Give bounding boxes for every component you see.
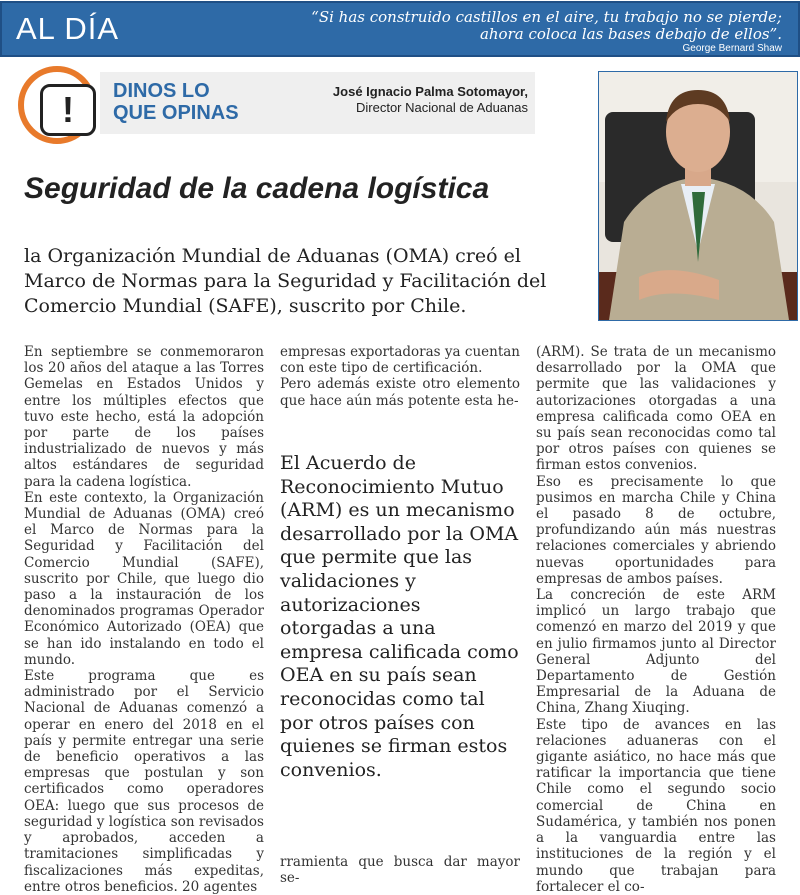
exclamation-icon: !	[62, 89, 74, 130]
brand-line1: DINOS LO	[113, 80, 210, 102]
paragraph: En este contexto, la Organización Mundial de Aduanas (OMA) creó el Marco de Normas para la Seguridad y Facilitación del Comercio Mundial (SAFE), suscrito por Chile, que luego dio paso a la instauración de los denominados programas Operador Económico Autorizado (OEA) que se han ido instalando en todo el mundo.	[24, 489, 264, 668]
paragraph: Pero además existe otro elemento que hace aún más potente esta he-	[280, 376, 520, 409]
column-3	[536, 344, 776, 895]
paragraph: Este programa que es administrado por el Servicio Nacional de Aduanas comenzó a operar en enero del 2018 en el país y permite entregar una serie de beneficio operativos a las empresas que postulan y son certificados como operadores OEA: luego que sus procesos de seguridad y logística son revisados y aprobados, acceden a tramitaciones simplificadas y fiscalizaciones más expeditas, entre otros beneficios. 20 agentes	[24, 668, 264, 895]
paragraph: (ARM). Se trata de un mecanismo desarrollado por la OMA que permite que las validaciones y autorizaciones otorgadas a una empresa calificada como OEA en su país sean reconocidas como tal por otros países con quienes se firman estos convenios.	[536, 344, 776, 474]
pull-quote: El Acuerdo de Reconocimiento Mutuo (ARM) es un mecanismo desarrollado por la OMA que permite que las validaciones y autorizaciones otorgadas a una empresa calificada como OEA en su país sean reconocidas como tal por otros países con quienes se firman estos convenios.	[280, 452, 519, 781]
author-photo	[598, 71, 798, 321]
paragraph: Eso es precisamente lo que pusimos en marcha Chile y China el pasado 8 de octubre, profundizando aún más nuestras relaciones comerciales y abriendo nuevas oportunidades para empresas de ambos países.	[536, 473, 776, 587]
quote-author: George Bernard Shaw	[682, 43, 782, 54]
article-lead: la Organización Mundial de Aduanas (OMA) creó el Marco de Normas para la Seguridad y Facilitación del Comercio Mundial (SAFE), suscrito por Chile.	[24, 245, 547, 317]
paragraph: En septiembre se conmemoraron los 20 años del ataque a las Torres Gemelas en Estados Unidos y entre los múltiples efectos que tuvo este hecho, está la adopción por parte de los países industrializado de nuevos y más altos estándares de seguridad para la cadena logística.	[24, 344, 264, 490]
section-title: AL DÍA	[16, 11, 120, 46]
opinion-brand	[18, 66, 528, 136]
paragraph: La concreción de este ARM implicó un largo trabajo que comenzó en marzo del 2019 y que en julio firmamos junto al Director General Adjunto del Departamento de Gestión Empresarial de la Aduana de China, Zhang Xiuqing.	[536, 587, 776, 717]
portrait-photo-icon	[599, 72, 797, 320]
speech-bubble-icon	[40, 84, 96, 136]
paragraph: rramienta que busca dar mayor se-	[280, 854, 520, 887]
article-title: Seguridad de la cadena logística	[24, 172, 490, 205]
page-header	[0, 0, 800, 56]
brand-label	[113, 80, 239, 124]
author-role: Director Nacional de Aduanas	[356, 100, 528, 115]
section-banner	[0, 1, 800, 57]
column-1	[24, 344, 264, 895]
header-quote: “Si has construido castillos en el aire, tu trabajo no se pierde; ahora coloca las bases debajo de ellos”.	[311, 8, 782, 43]
column-2-continued	[280, 854, 520, 886]
column-2	[280, 344, 520, 409]
paragraph: empresas exportadoras ya cuentan con este tipo de certificación.	[280, 344, 520, 377]
author-name: José Ignacio Palma Sotomayor,	[332, 84, 528, 99]
brand-line2: QUE OPINAS	[113, 102, 239, 124]
byline	[248, 84, 528, 116]
paragraph: Este tipo de avances en las relaciones aduaneras con el gigante asiático, no hace más que ratificar la importancia que tiene Chile como el segundo socio comercial de China en Sudamérica, y también nos ponen a la vanguardia entre las instituciones de la región y el mundo que trabajan para fortalecer el co-	[536, 716, 776, 895]
